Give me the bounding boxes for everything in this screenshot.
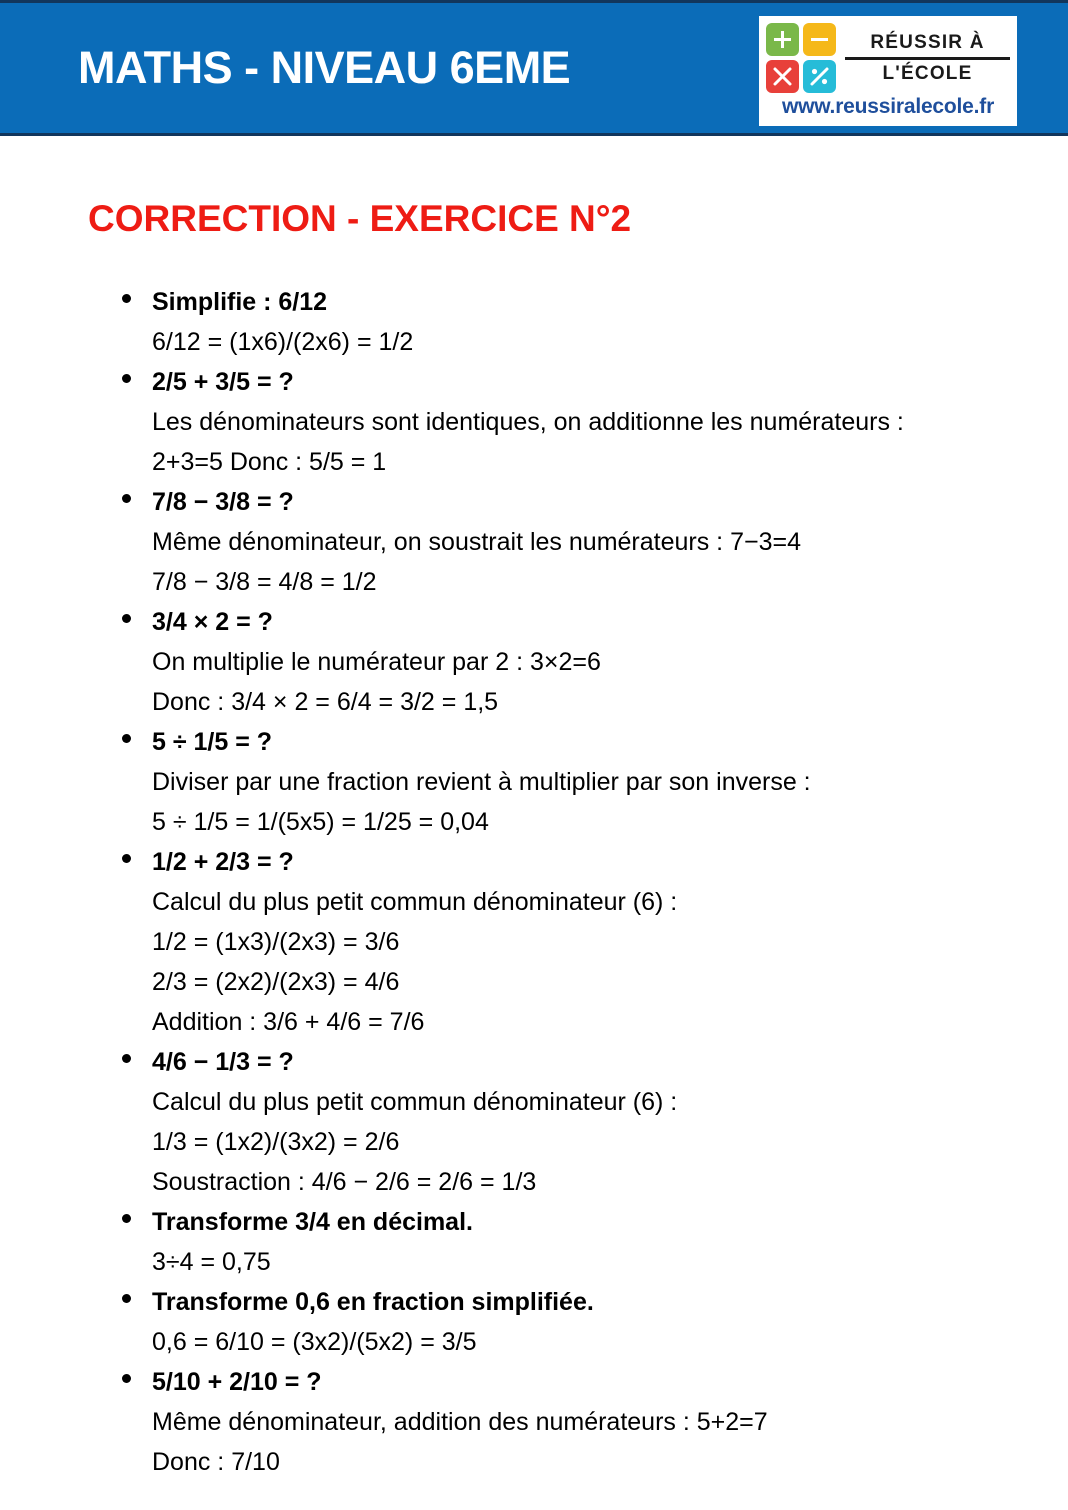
answer-line: 1/3 = (1x2)/(3x2) = 2/6 bbox=[152, 1128, 400, 1156]
answer-line: 5 ÷ 1/5 = 1/(5x5) = 1/25 = 0,04 bbox=[152, 808, 489, 836]
question-text: 5 ÷ 1/5 = ? bbox=[152, 728, 273, 756]
answer-lines bbox=[152, 1402, 1068, 1482]
question-text: Transforme 0,6 en fraction simplifiée. bbox=[152, 1288, 594, 1316]
plus-icon bbox=[766, 23, 799, 56]
question-text: 5/10 + 2/10 = ? bbox=[152, 1368, 322, 1396]
list-item bbox=[152, 482, 1068, 602]
minus-icon bbox=[803, 23, 836, 56]
bullet-icon bbox=[122, 734, 131, 743]
answer-lines bbox=[152, 322, 1068, 362]
answer-line: 6/12 = (1x6)/(2x6) = 1/2 bbox=[152, 328, 414, 356]
divide-icon bbox=[803, 60, 836, 93]
bullet-icon bbox=[122, 374, 131, 383]
bullet-icon bbox=[122, 614, 131, 623]
answer-line: Soustraction : 4/6 − 2/6 = 2/6 = 1/3 bbox=[152, 1168, 537, 1196]
answer-line: Donc : 3/4 × 2 = 6/4 = 3/2 = 1,5 bbox=[152, 688, 499, 716]
answer-line: 1/2 = (1x3)/(2x3) = 3/6 bbox=[152, 928, 400, 956]
list-item bbox=[152, 602, 1068, 722]
list-item bbox=[152, 282, 1068, 362]
logo-line-two: L'ÉCOLE bbox=[882, 62, 973, 84]
bullet-icon bbox=[122, 494, 131, 503]
answer-lines bbox=[152, 522, 1068, 602]
answer-line: 2/3 = (2x2)/(2x3) = 4/6 bbox=[152, 968, 400, 996]
answer-lines bbox=[152, 402, 1068, 482]
answer-lines bbox=[152, 1322, 1068, 1362]
answer-line: Diviser par une fraction revient à multiplier par son inverse : bbox=[152, 768, 811, 796]
answer-lines bbox=[152, 882, 1068, 1042]
list-item bbox=[152, 1362, 1068, 1482]
answer-line: Même dénominateur, on soustrait les numérateurs : 7−3=4 bbox=[152, 528, 801, 556]
answer-line: Calcul du plus petit commun dénominateur (6) : bbox=[152, 1088, 678, 1116]
question-text: 7/8 − 3/8 = ? bbox=[152, 488, 294, 516]
bullet-icon bbox=[122, 1294, 131, 1303]
question-text: 3/4 × 2 = ? bbox=[152, 608, 273, 636]
question-text: 4/6 − 1/3 = ? bbox=[152, 1048, 294, 1076]
question-text: 2/5 + 3/5 = ? bbox=[152, 368, 294, 396]
answer-line: On multiplie le numérateur par 2 : 3×2=6 bbox=[152, 648, 601, 676]
answer-line: 7/8 − 3/8 = 4/8 = 1/2 bbox=[152, 568, 377, 596]
answer-line: 3÷4 = 0,75 bbox=[152, 1248, 271, 1276]
question-text: Transforme 3/4 en décimal. bbox=[152, 1208, 473, 1236]
list-item bbox=[152, 722, 1068, 842]
answer-line: Les dénominateurs sont identiques, on additionne les numérateurs : bbox=[152, 408, 904, 436]
bullet-icon bbox=[122, 1374, 131, 1383]
logo-operator-grid bbox=[766, 23, 836, 93]
logo-website-url: www.reussiralecole.fr bbox=[781, 95, 995, 118]
list-item bbox=[152, 1202, 1068, 1282]
answer-line: 0,6 = 6/10 = (3x2)/(5x2) = 3/5 bbox=[152, 1328, 477, 1356]
bullet-icon bbox=[122, 1054, 131, 1063]
section-title: CORRECTION - EXERCICE N°2 bbox=[88, 198, 632, 239]
answer-line: 2+3=5 Donc : 5/5 = 1 bbox=[152, 448, 387, 476]
answer-line: Calcul du plus petit commun dénominateur (6) : bbox=[152, 888, 678, 916]
answer-lines bbox=[152, 762, 1068, 842]
bullet-icon bbox=[122, 294, 131, 303]
list-item bbox=[152, 1282, 1068, 1362]
brand-logo bbox=[759, 16, 1017, 126]
logo-line-one: RÉUSSIR À bbox=[870, 31, 985, 53]
page-body bbox=[0, 198, 1068, 1482]
logo-upper-row bbox=[766, 22, 1010, 94]
page-header bbox=[0, 0, 1068, 136]
times-icon bbox=[766, 60, 799, 93]
bullet-icon bbox=[122, 1214, 131, 1223]
answer-line: Donc : 7/10 bbox=[152, 1448, 280, 1476]
list-item bbox=[152, 842, 1068, 1042]
exercise-list bbox=[0, 282, 1068, 1482]
answer-lines bbox=[152, 642, 1068, 722]
answer-lines bbox=[152, 1082, 1068, 1202]
logo-wordmark bbox=[836, 33, 1010, 84]
logo-divider bbox=[845, 57, 1010, 60]
answer-line: Addition : 3/6 + 4/6 = 7/6 bbox=[152, 1008, 425, 1036]
bullet-icon bbox=[122, 854, 131, 863]
list-item bbox=[152, 362, 1068, 482]
list-item bbox=[152, 1042, 1068, 1202]
question-text: 1/2 + 2/3 = ? bbox=[152, 848, 294, 876]
page-title: MATHS - NIVEAU 6EME bbox=[78, 42, 571, 93]
answer-lines bbox=[152, 1242, 1068, 1282]
question-text: Simplifie : 6/12 bbox=[152, 288, 328, 316]
answer-line: Même dénominateur, addition des numérateurs : 5+2=7 bbox=[152, 1408, 768, 1436]
